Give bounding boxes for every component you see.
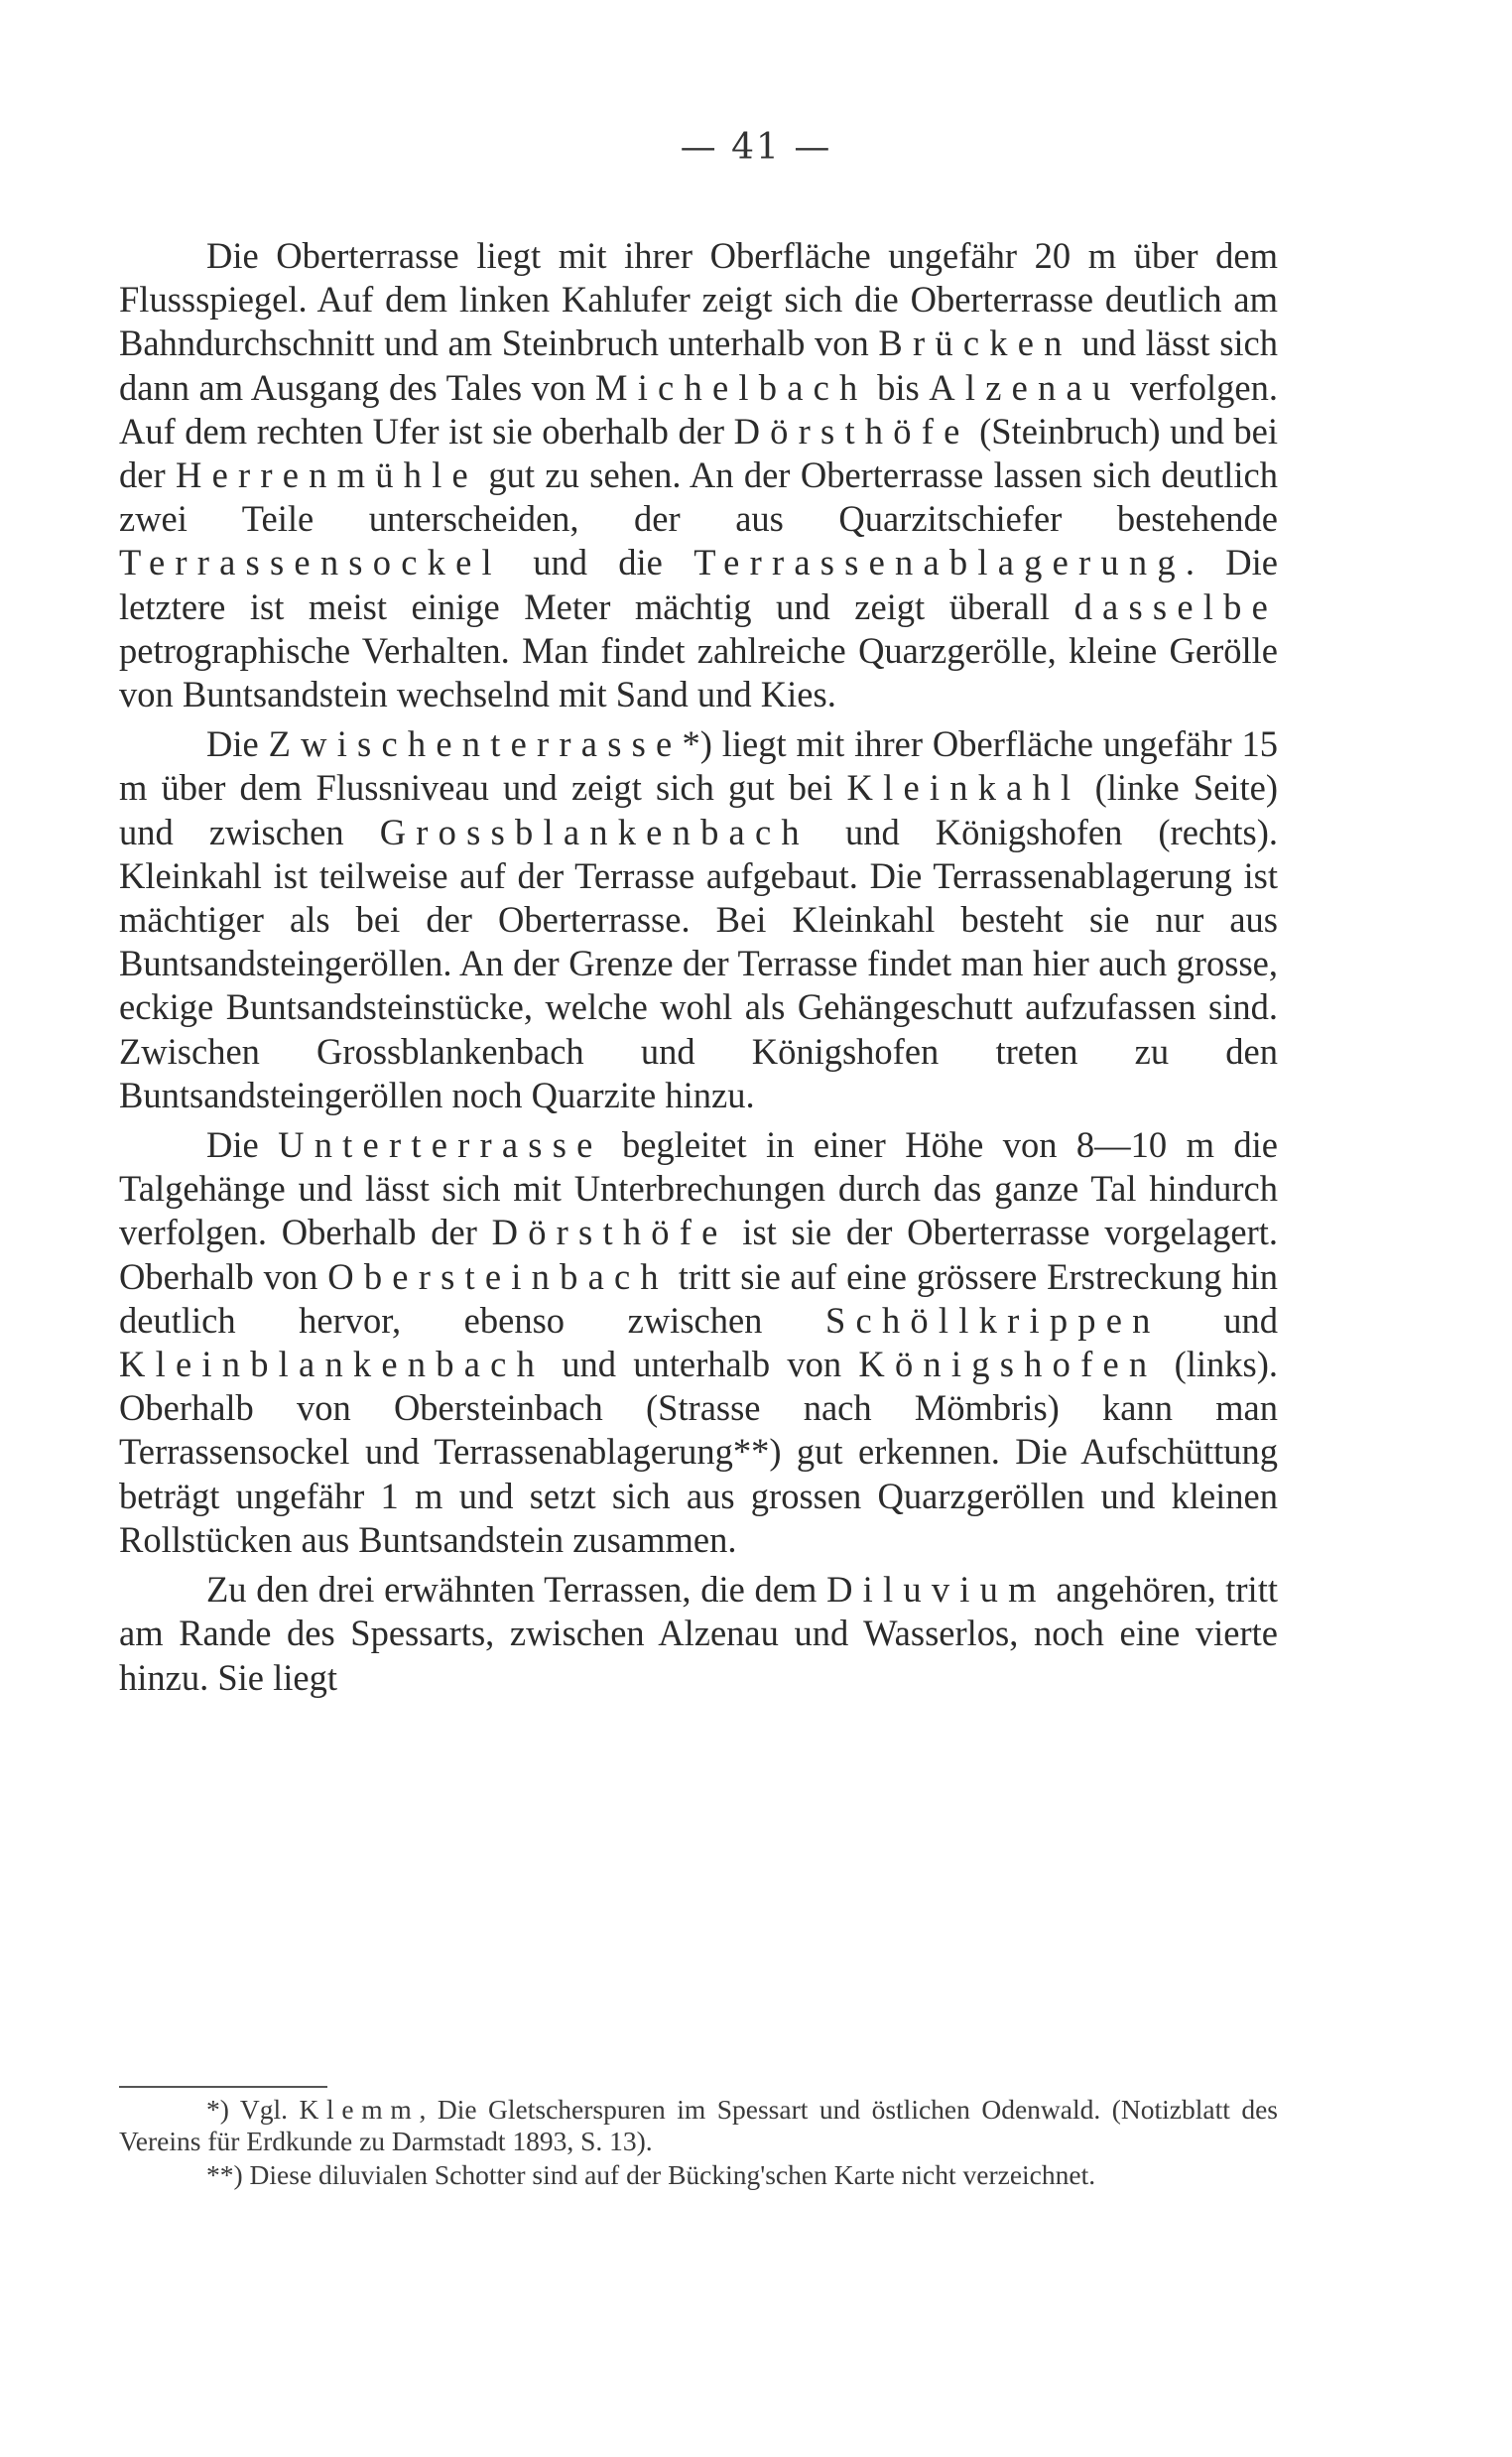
spaced-name: Zwischenterrasse [268, 723, 683, 765]
text-run: petrographische Verhalten. Man findet zahlreiche Quarzgerölle, kleine Gerölle von Buntsandstein wechselnd mit Sand und Kies. [119, 629, 1278, 715]
text-run: (Steinbruch) und bei der [119, 410, 1278, 496]
body-text [119, 234, 1278, 1700]
text-run: und Königshofen (rechts). Kleinkahl ist teilweise auf der Terrasse aufgebaut. Die Terrassenablagerung ist mächtiger als bei der Oberterrasse. Bei Kleinkahl besteht sie nur aus Buntsandsteingeröllen. An der Grenze der Terrasse findet man hier auch grosse, eckige Buntsandsteinstücke, welche wohl als Gehängeschutt aufzufassen sind. Zwischen Grossblankenbach und Königshofen treten zu den Buntsandsteingeröllen noch Quarzite hinzu. [119, 811, 1278, 1115]
text-run: Die [206, 723, 269, 765]
text-run: gut zu sehen. An der Oberterrasse lassen sich deutlich zwei Teile unterscheiden, der aus Quarzitschiefer bestehende [119, 454, 1278, 540]
paragraph-zwischenterrasse [119, 722, 1278, 1117]
spaced-name: Brücken [878, 323, 1072, 364]
footnotes [119, 2094, 1278, 2191]
text-run: begleitet in einer Höhe von 8—10 m die Talgehänge und lässt sich mit Unterbrechungen durch das ganze Tal hindurch verfolgen. Oberhalb der [119, 1124, 1278, 1253]
spaced-name: Kleinblankenbach [119, 1344, 546, 1385]
spaced-name: Königshofen [858, 1344, 1158, 1385]
text-run: und die [501, 542, 694, 583]
spaced-name: Michelbach [595, 366, 868, 408]
page-number: — 41 — [680, 127, 832, 168]
text-run: verfolgen. Auf dem rechten Ufer ist sie oberhalb der [119, 366, 1278, 452]
spaced-name: Grossblankenbach [379, 811, 810, 852]
spaced-name: Diluvium [826, 1569, 1047, 1611]
text-run: . Die letztere ist meist einige Meter mächtig und zeigt überall [119, 542, 1279, 627]
spaced-name: dasselbe [1073, 585, 1278, 627]
text-run: und lässt sich dann am Ausgang des Tales von [119, 323, 1278, 408]
text-run: *) liegt mit ihrer Oberfläche ungefähr 15 m über dem Flussniveau und zeigt sich gut bei [119, 723, 1278, 809]
text-run: Die Oberterrasse liegt mit ihrer Oberfläche ungefähr 20 m über dem Flussspiegel. Auf dem linken Kahlufer zeigt sich die Oberterrasse deutlich am Bahndurchschnitt und am Steinbruch unterhalb von [119, 235, 1278, 364]
text-run: und [1160, 1299, 1278, 1341]
spaced-name: Dörsthöfe [733, 410, 970, 452]
spaced-name: Klemm [299, 2094, 420, 2125]
footnote-2 [119, 2159, 1278, 2191]
text-run: , Die Gletscherspuren im Spessart und östlichen Odenwald. (Notizblatt des Vereins für Erdkunde zu Darmstadt 1893, S. 13). [119, 2094, 1278, 2156]
text-run: (links). Oberhalb von Obersteinbach (Strasse nach Mömbris) kann man Terrassensockel und Terrassenablagerung**) gut erkennen. Die Aufschüttung beträgt ungefähr 1 m und setzt sich aus grossen Quarzgeröllen und kleinen Rollstücken aus Buntsandstein zusammen. [119, 1344, 1279, 1560]
paragraph-oberterrasse [119, 234, 1278, 716]
spaced-name: Herrenmühle [176, 454, 478, 496]
text-run: Die [206, 1124, 279, 1166]
footnote-separator [119, 2086, 327, 2088]
text-run: tritt sie auf eine grössere Erstreckung hin deutlich hervor, ebenso zwischen [119, 1255, 1278, 1341]
text-run: ist sie der Oberterrasse vorgelagert. Oberhalb von [119, 1212, 1278, 1297]
spaced-name: Alzenau [929, 366, 1121, 408]
spaced-name: Obersteinbach [327, 1255, 669, 1297]
text-run: und unterhalb von [545, 1344, 859, 1385]
footnote-1 [119, 2094, 1278, 2157]
text-run: angehören, tritt am Rande des Spessarts, zwischen Alzenau und Wasserlos, noch eine vierte hinzu. Sie liegt [119, 1569, 1278, 1698]
text-run: *) Vgl. [206, 2094, 300, 2125]
text-run: **) Diese diluvialen Schotter sind auf der Bücking'schen Karte nicht verzeichnet. [206, 2159, 1096, 2190]
paragraph-unterterrasse [119, 1123, 1278, 1562]
spaced-name: Terrassenablagerung [693, 542, 1186, 583]
spaced-name: Kleinkahl [846, 767, 1081, 809]
spaced-name: Schöllkrippen [825, 1299, 1161, 1341]
spaced-name: Dörsthöfe [491, 1212, 728, 1253]
text-run: (linke Seite) und zwischen [119, 767, 1278, 852]
text-run: Zu den drei erwähnten Terrassen, die dem [206, 1569, 827, 1611]
spaced-name: Terrassensockel [119, 542, 502, 583]
paragraph-diluvium [119, 1568, 1278, 1700]
spaced-name: Unterterrasse [278, 1124, 603, 1166]
text-run: bis [867, 366, 930, 408]
